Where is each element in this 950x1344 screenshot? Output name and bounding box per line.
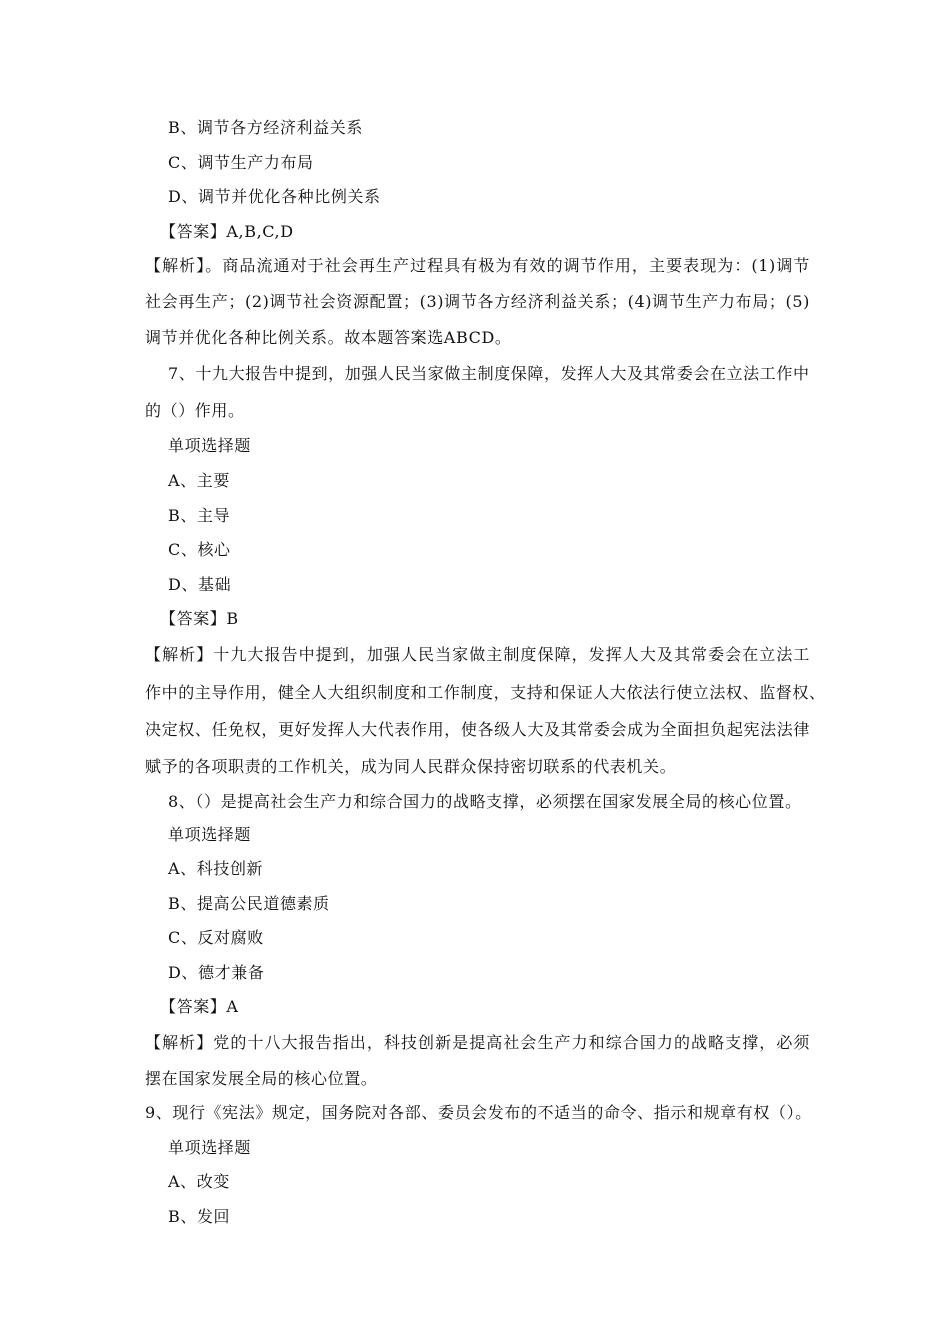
question-7-stem: 7、十九大报告中提到，加强人民当家做主制度保障，发挥人大及其常委会在立法工作中 — [168, 364, 810, 383]
option-d: D、基础 — [168, 575, 232, 594]
question-type: 单项选择题 — [168, 1138, 252, 1157]
option-b: B、发回 — [168, 1207, 231, 1226]
question-8-stem: 8、（）是提高社会生产力和综合国力的战略支撑，必须摆在国家发展全局的核心位置。 — [168, 792, 802, 811]
option-c: C、调节生产力布局 — [168, 153, 314, 172]
question-type: 单项选择题 — [168, 825, 252, 844]
analysis-line: 调节并优化各种比例关系。故本题答案选ABCD。 — [145, 328, 512, 347]
option-b: B、提高公民道德素质 — [168, 894, 330, 913]
option-c: C、核心 — [168, 540, 231, 559]
option-d: D、德才兼备 — [168, 963, 265, 982]
analysis-line: 作中的主导作用，健全人大组织制度和工作制度，支持和保证人大依法行使立法权、监督权、 — [145, 683, 826, 702]
option-a: A、主要 — [168, 471, 230, 490]
question-type: 单项选择题 — [168, 436, 252, 455]
option-b: B、主导 — [168, 506, 231, 525]
answer: 【答案】A — [160, 997, 239, 1016]
option-a: A、科技创新 — [168, 859, 264, 878]
question-9-stem: 9、现行《宪法》规定，国务院对各部、委员会发布的不适当的命令、指示和规章有权（）。 — [145, 1103, 812, 1122]
option-c: C、反对腐败 — [168, 928, 264, 947]
answer: 【答案】A,B,C,D — [160, 222, 294, 241]
option-d: D、调节并优化各种比例关系 — [168, 187, 381, 206]
question-7-stem: 的（）作用。 — [145, 401, 245, 420]
analysis-line: 摆在国家发展全局的核心位置。 — [145, 1069, 378, 1088]
analysis-line: 【解析】。商品流通对于社会再生产过程具有极为有效的调节作用，主要表现为：(1)调节 — [145, 256, 810, 275]
answer: 【答案】B — [160, 609, 239, 628]
analysis-line: 社会再生产；(2)调节社会资源配置；(3)调节各方经济利益关系；(4)调节生产力布局；(5) — [145, 292, 810, 311]
analysis-line: 赋予的各项职责的工作机关，成为同人民群众保持密切联系的代表机关。 — [145, 757, 677, 776]
analysis-line: 【解析】党的十八大报告指出，科技创新是提高社会生产力和综合国力的战略支撑，必须 — [145, 1033, 810, 1052]
option-a: A、改变 — [168, 1172, 230, 1191]
option-b: B、调节各方经济利益关系 — [168, 118, 363, 137]
analysis-line: 【解析】十九大报告中提到，加强人民当家做主制度保障，发挥人大及其常委会在立法工 — [145, 645, 810, 664]
analysis-line: 决定权、任免权，更好发挥人大代表作用，使各级人大及其常委会成为全面担负起宪法法律 — [145, 720, 810, 739]
